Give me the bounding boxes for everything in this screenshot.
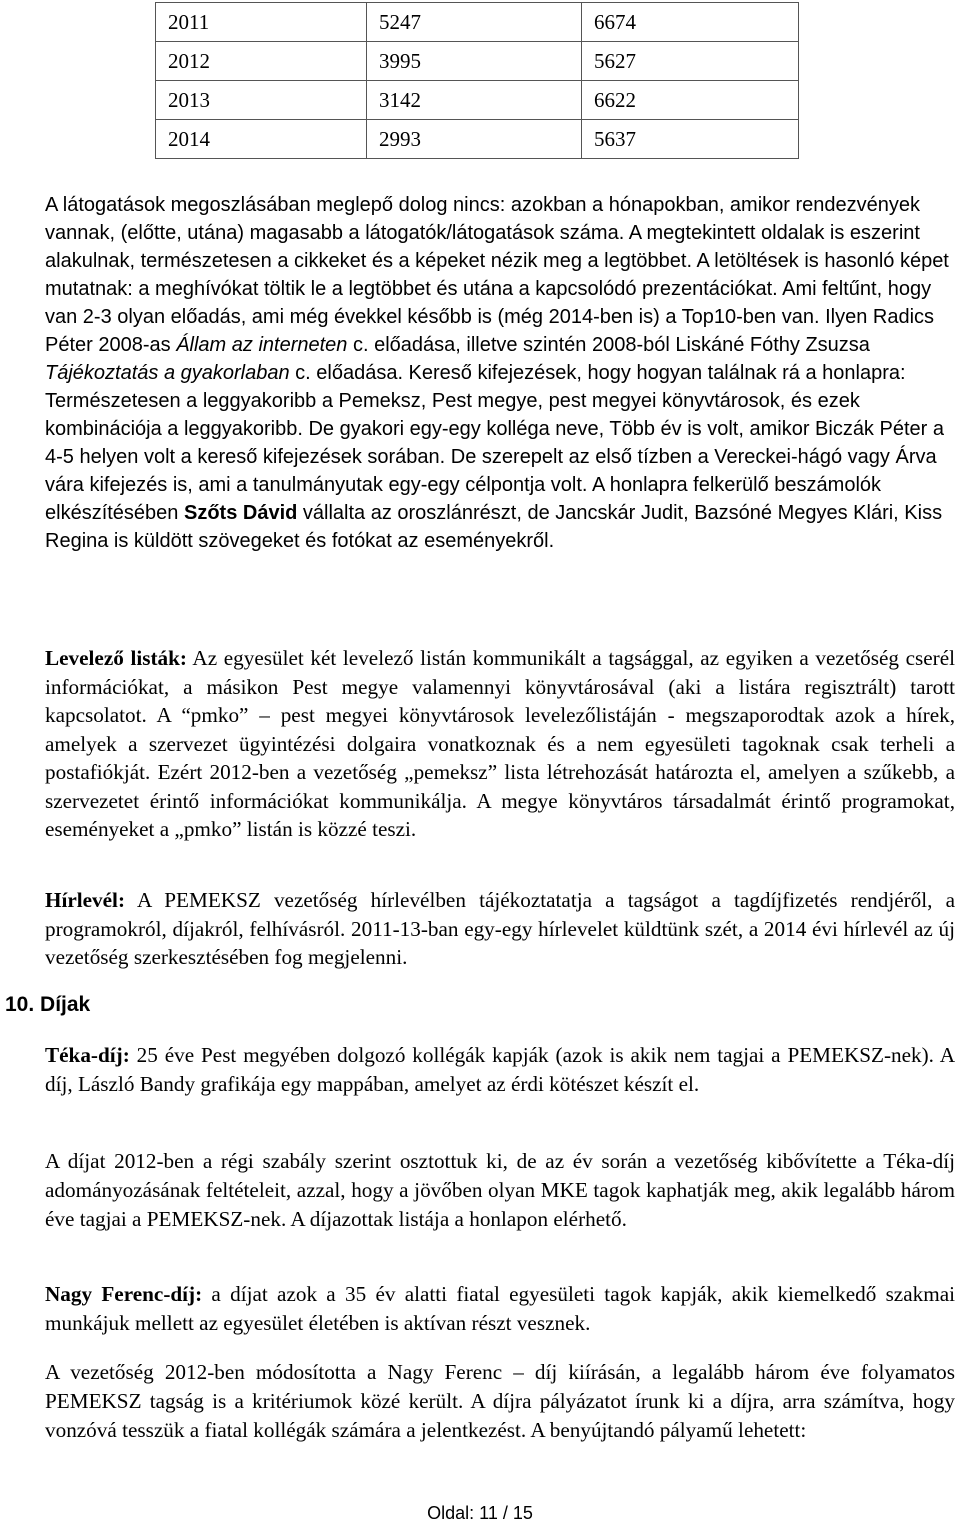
table-cell: 2993 [367, 120, 582, 159]
table-cell: 2014 [156, 120, 367, 159]
paragraph-teka-dij [45, 1041, 955, 1099]
table-cell: 6622 [582, 81, 799, 120]
table-cell: 6674 [582, 3, 799, 42]
table-row [156, 42, 799, 81]
paragraph-mailing-lists [45, 644, 955, 844]
text-statistics-2: A letöltések is hasonló képet mutatnak: a meghívókat töltik le a legtöbbet és utána a kapcsolódó prezentációkat. Ami feltűnt, hogy van 2-3 olyan előadás, ami még évekkel később is (még 2014-ben is) a Top10-ben van. [45, 250, 949, 328]
paragraph-statistics [45, 191, 955, 555]
text-newsletter: A PEMEKSZ vezetőség hírlevélben tájékoztatatja a tagságot a tagdíjfizetés rendjéről, a programokról, díjakról, felhívásról. 2011-13-ban egy-egy hírlevelet küldtünk szét, a 2014 évi hírlevél az új vezetőség szerkesztésében fog megjelenni. [45, 888, 955, 969]
section-heading: 10. Díjak [5, 993, 91, 1016]
paragraph-nagy-ferenc-rules: A vezetőség 2012-ben módosította a Nagy Ferenc – díj kiírásán, a legalább három éve folyamatos PEMEKSZ tagság is a kritériumok közé került. A díjra pályázatot írunk ki a díjra, arra számítva, hogy vonzóvá tesszük a fiatal kollégák számára a jelentkezést. A benyújtandó pályamű lehetett: [45, 1360, 955, 1442]
name-szots-david: Szőts Dávid [183, 502, 298, 524]
table-cell: 5247 [367, 3, 582, 42]
table-cell: 5637 [582, 120, 799, 159]
table-row [156, 81, 799, 120]
table-cell: 3995 [367, 42, 582, 81]
table-cell: 2013 [156, 81, 367, 120]
table-cell: 5627 [582, 42, 799, 81]
text-statistics-4: c. előadása, illetve szintén 2008-ból Liskáné Fóthy Zsuzsa [347, 334, 870, 356]
table-row [156, 120, 799, 159]
label-mailing-lists: Levelező listák: [45, 646, 187, 670]
paragraph-newsletter [45, 886, 955, 972]
label-teka-dij: Téka-díj: [45, 1043, 130, 1067]
table-cell: 3142 [367, 81, 582, 120]
text-mailing-lists: Az egyesület két levelező listán kommunikált a tagsággal, az egyiken a vezetőség cserél információkat, a másikon Pest megye valamennyi könyvtárosával (aki a listára regisztrált) tarott kapcsolatot. A “pmko” – pest megyei könyvtárosok levelezőlistáján - megszaporodtak azok a hírek, amelyek a szervezet ügyintézési dolgaira vonatkoznak és a nem egyesületi tagoknak csak terheli a postafiókját. Ezért 2012-ben a vezetőség „pemeksz” lista létrehozását határozta el, amelyen a szűkebb, a szervezetet érintő információkat kommunikálja. A megye könyvtáros társadalmát érintő programokat, eseményeket a „pmko” listán is közzé teszi. [45, 646, 955, 841]
text-statistics-6: vállalta az oroszlánrészt, de Jancskár Judit, Bazsóné Megyes Klári, Kiss Regina is küldött szövegeket és fotókat az eseményekről. [45, 502, 943, 552]
table-cell: 2012 [156, 42, 367, 81]
title-tajekoztatas: Tájékoztatás a gyakorlaban [45, 362, 290, 384]
text-statistics-1: A látogatások megoszlásában meglepő dolog nincs: azokban a hónapokban, amikor rendezvények vannak, (előtte, utána) magasabb a látogatók/látogatások száma. A megtekintett oldalak is eszerint alakulnak, természetesen a cikkeket és a képeket nézik meg a legtöbbet. [45, 194, 921, 272]
paragraph-nagy-ferenc-dij [45, 1280, 955, 1338]
page-number-footer: Oldal: 11 / 15 [427, 1503, 533, 1523]
text-teka-dij: 25 éve Pest megyében dolgozó kollégák kapják (azok is akik nem tagjai a PEMEKSZ-nek). A díj, László Bandy grafikája egy mappában, amelyet az érdi kötészet készít el. [45, 1043, 955, 1096]
table-row [156, 3, 799, 42]
label-nagy-ferenc-dij: Nagy Ferenc-díj: [45, 1282, 203, 1306]
text-statistics-5: c. előadása. Kereső kifejezések, hogy hogyan találnak rá a honlapra: Természetesen a leggyakoribb a Pemeksz, Pest megye, pest megyei könyvtárosok, és ezek kombinációja a leggyakoribb. De gyakori egy-egy kolléga neve, Több év is volt, amikor Biczák Péter a 4-5 helyen volt a kereső kifejezések sorában. De szerepelt az első tízben a Vereckei-hágó vagy Árva vára kifejezés is, ami a tanulmányutak egy-egy célpontja volt. A honlapra felkerülő beszámolók elkészítésében [45, 362, 944, 524]
table-cell: 2011 [156, 3, 367, 42]
text-nagy-ferenc-dij: a díjat azok a 35 év alatti fiatal egyesületi tagok kapják, akik kiemelkedő szakmai munkájuk mellett az egyesület életében is aktívan részt vesznek. [45, 1282, 955, 1335]
paragraph-teka-dij-rules: A díjat 2012-ben a régi szabály szerint osztottuk ki, de az év során a vezetőség kibővítette a Téka-díj adományozásának feltételeit, azzal, hogy a jövőben olyan MKE tagok kaphatják meg, akik legalább három éve tagjai a PEMEKSZ-nek. A díjazottak listája a honlapon elérhető. [45, 1149, 955, 1231]
statistics-table [155, 2, 799, 159]
statistics-table-body [156, 3, 799, 159]
title-allam-az-interneten: Állam az interneten [176, 334, 348, 356]
text-statistics-3: Ilyen Radics Péter 2008-as [45, 306, 935, 356]
label-newsletter: Hírlevél: [45, 888, 126, 912]
